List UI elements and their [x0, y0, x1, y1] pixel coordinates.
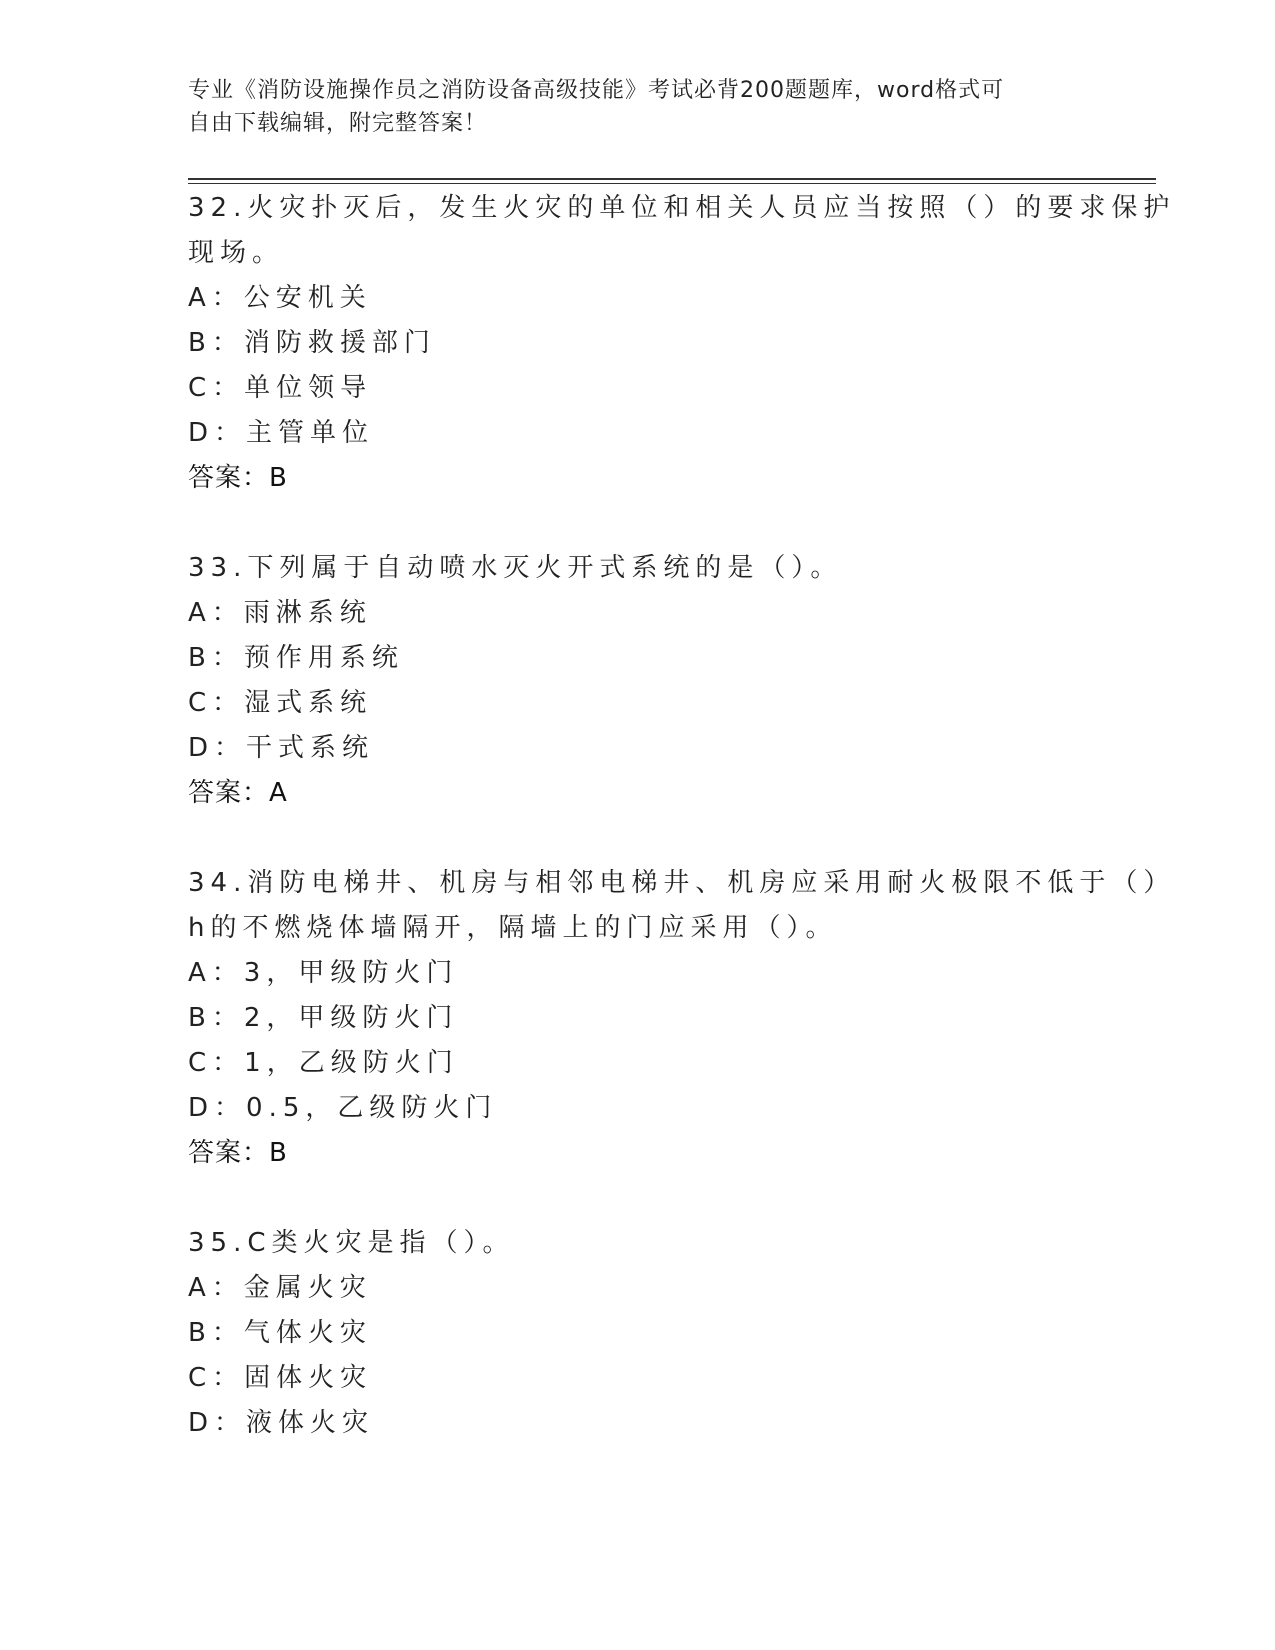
question-32-option-d: D：主管单位	[188, 418, 375, 448]
question-35-stem-line-1: 35.C类火灾是指（）。	[188, 1228, 515, 1258]
question-35-option-a: A：金属火灾	[188, 1273, 372, 1303]
header-divider-thick	[188, 178, 1156, 180]
question-33-stem-line-1: 33.下列属于自动喷水灭火开式系统的是（）。	[188, 553, 843, 583]
question-33-option-c: C：湿式系统	[188, 688, 373, 718]
question-32-stem-line-2: 现场。	[188, 238, 285, 268]
question-35-option-c: C：固体火灾	[188, 1363, 373, 1393]
question-33-option-b: B：预作用系统	[188, 643, 404, 673]
header-line-2: 自由下载编辑，附完整答案！	[188, 111, 488, 136]
question-34-option-a: A：3，甲级防火门	[188, 958, 459, 988]
question-32-option-c: C：单位领导	[188, 373, 373, 403]
question-34-answer: 答案：B	[188, 1138, 288, 1168]
question-32-option-b: B：消防救援部门	[188, 328, 436, 358]
question-32-option-a: A：公安机关	[188, 283, 372, 313]
question-34-option-c: C：1，乙级防火门	[188, 1048, 459, 1078]
question-32-answer: 答案：B	[188, 463, 288, 493]
question-34-stem-line-1: 34.消防电梯井、机房与相邻电梯井、机房应采用耐火极限不低于（）	[188, 868, 1176, 898]
question-33-answer: 答案：A	[188, 778, 288, 808]
document-header	[188, 74, 1088, 140]
header-divider-thin	[188, 183, 1156, 184]
header-line-1: 专业《消防设施操作员之消防设备高级技能》考试必背200题题库，word格式可	[188, 78, 1005, 103]
question-33-option-a: A：雨淋系统	[188, 598, 372, 628]
question-35-option-b: B：气体火灾	[188, 1318, 372, 1348]
question-34-stem-line-2: h的不燃烧体墙隔开，隔墙上的门应采用（）。	[188, 913, 838, 943]
question-33-option-d: D：干式系统	[188, 733, 375, 763]
question-34-option-b: B：2，甲级防火门	[188, 1003, 459, 1033]
question-32-stem-line-1: 32.火灾扑灭后，发生火灾的单位和相关人员应当按照（）的要求保护	[188, 193, 1176, 223]
question-35-option-d: D：液体火灾	[188, 1408, 375, 1438]
question-34-option-d: D：0.5，乙级防火门	[188, 1093, 498, 1123]
